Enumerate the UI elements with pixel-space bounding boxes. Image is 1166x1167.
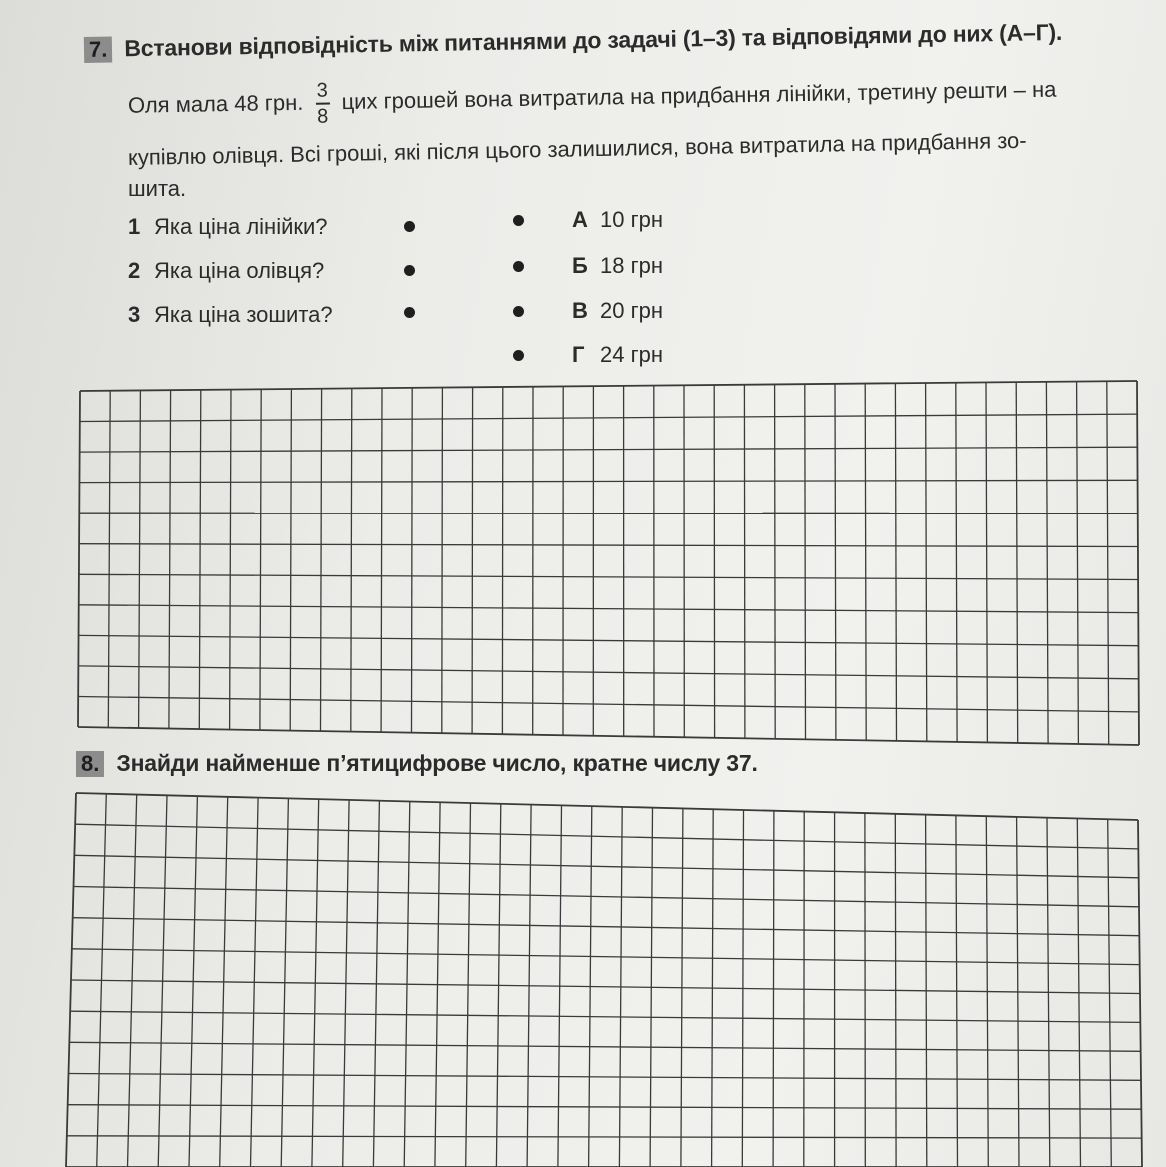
- grid-8-hline: [69, 1042, 1140, 1051]
- question-3-number: 3: [128, 302, 141, 327]
- question-3-text: Яка ціна зошита?: [154, 302, 333, 327]
- task-7-text-part-1: Оля мала 48 грн.: [127, 89, 304, 118]
- answer-a-text: 10 грн: [600, 207, 663, 232]
- answer-b-letter: Б: [572, 253, 588, 278]
- grid-8-hline: [71, 980, 1140, 994]
- grid-8-hline: [68, 1105, 1142, 1110]
- question-2-number: 2: [128, 258, 141, 283]
- question-1-text: Яка ціна лінійки?: [154, 214, 328, 239]
- grid-8-hline: [72, 949, 1140, 965]
- grid-8-hline: [69, 1074, 1142, 1081]
- grid-8-hline: [76, 793, 1138, 820]
- grid-8-hline: [73, 918, 1140, 936]
- answer-d-text: 24 грн: [600, 342, 663, 367]
- answer-c-letter: В: [572, 298, 588, 323]
- task-8-heading-text: Знайди найменше п’ятицифрове число, кратне числу 37.: [116, 750, 758, 776]
- question-2-text: Яка ціна олівця?: [154, 258, 325, 283]
- grid-8-hline: [67, 1136, 1142, 1138]
- fraction-denominator: 8: [316, 105, 329, 128]
- answer-b-text: 18 грн: [600, 253, 663, 278]
- grid-8-hline: [70, 1011, 1140, 1022]
- task-7-heading-text: Встанови відповідність між питаннями до задачі (1–3) та відповідями до них (А–Г).: [124, 18, 1063, 62]
- answer-a-letter: А: [572, 207, 588, 232]
- answer-c-text: 20 грн: [600, 298, 663, 323]
- task-7-text-line-3: шита.: [128, 176, 187, 201]
- fraction-numerator: 3: [316, 79, 329, 102]
- grid-8-hline: [74, 887, 1140, 907]
- task-7-text-part-2: цих грошей вона витратила на придбання лінійки, третину решти – на: [341, 76, 1057, 115]
- task-7-number: 7.: [84, 36, 113, 62]
- grid-8-hline: [74, 855, 1138, 878]
- task-8-number: 8.: [76, 751, 104, 777]
- answer-d-letter: Г: [572, 342, 585, 367]
- question-1-number: 1: [128, 214, 141, 239]
- grid-8-hline: [75, 824, 1138, 849]
- task-7-text-line-2: купівлю олівця. Всі гроші, які після цього залишилися, вона витратила на придбання зо-: [127, 127, 1027, 170]
